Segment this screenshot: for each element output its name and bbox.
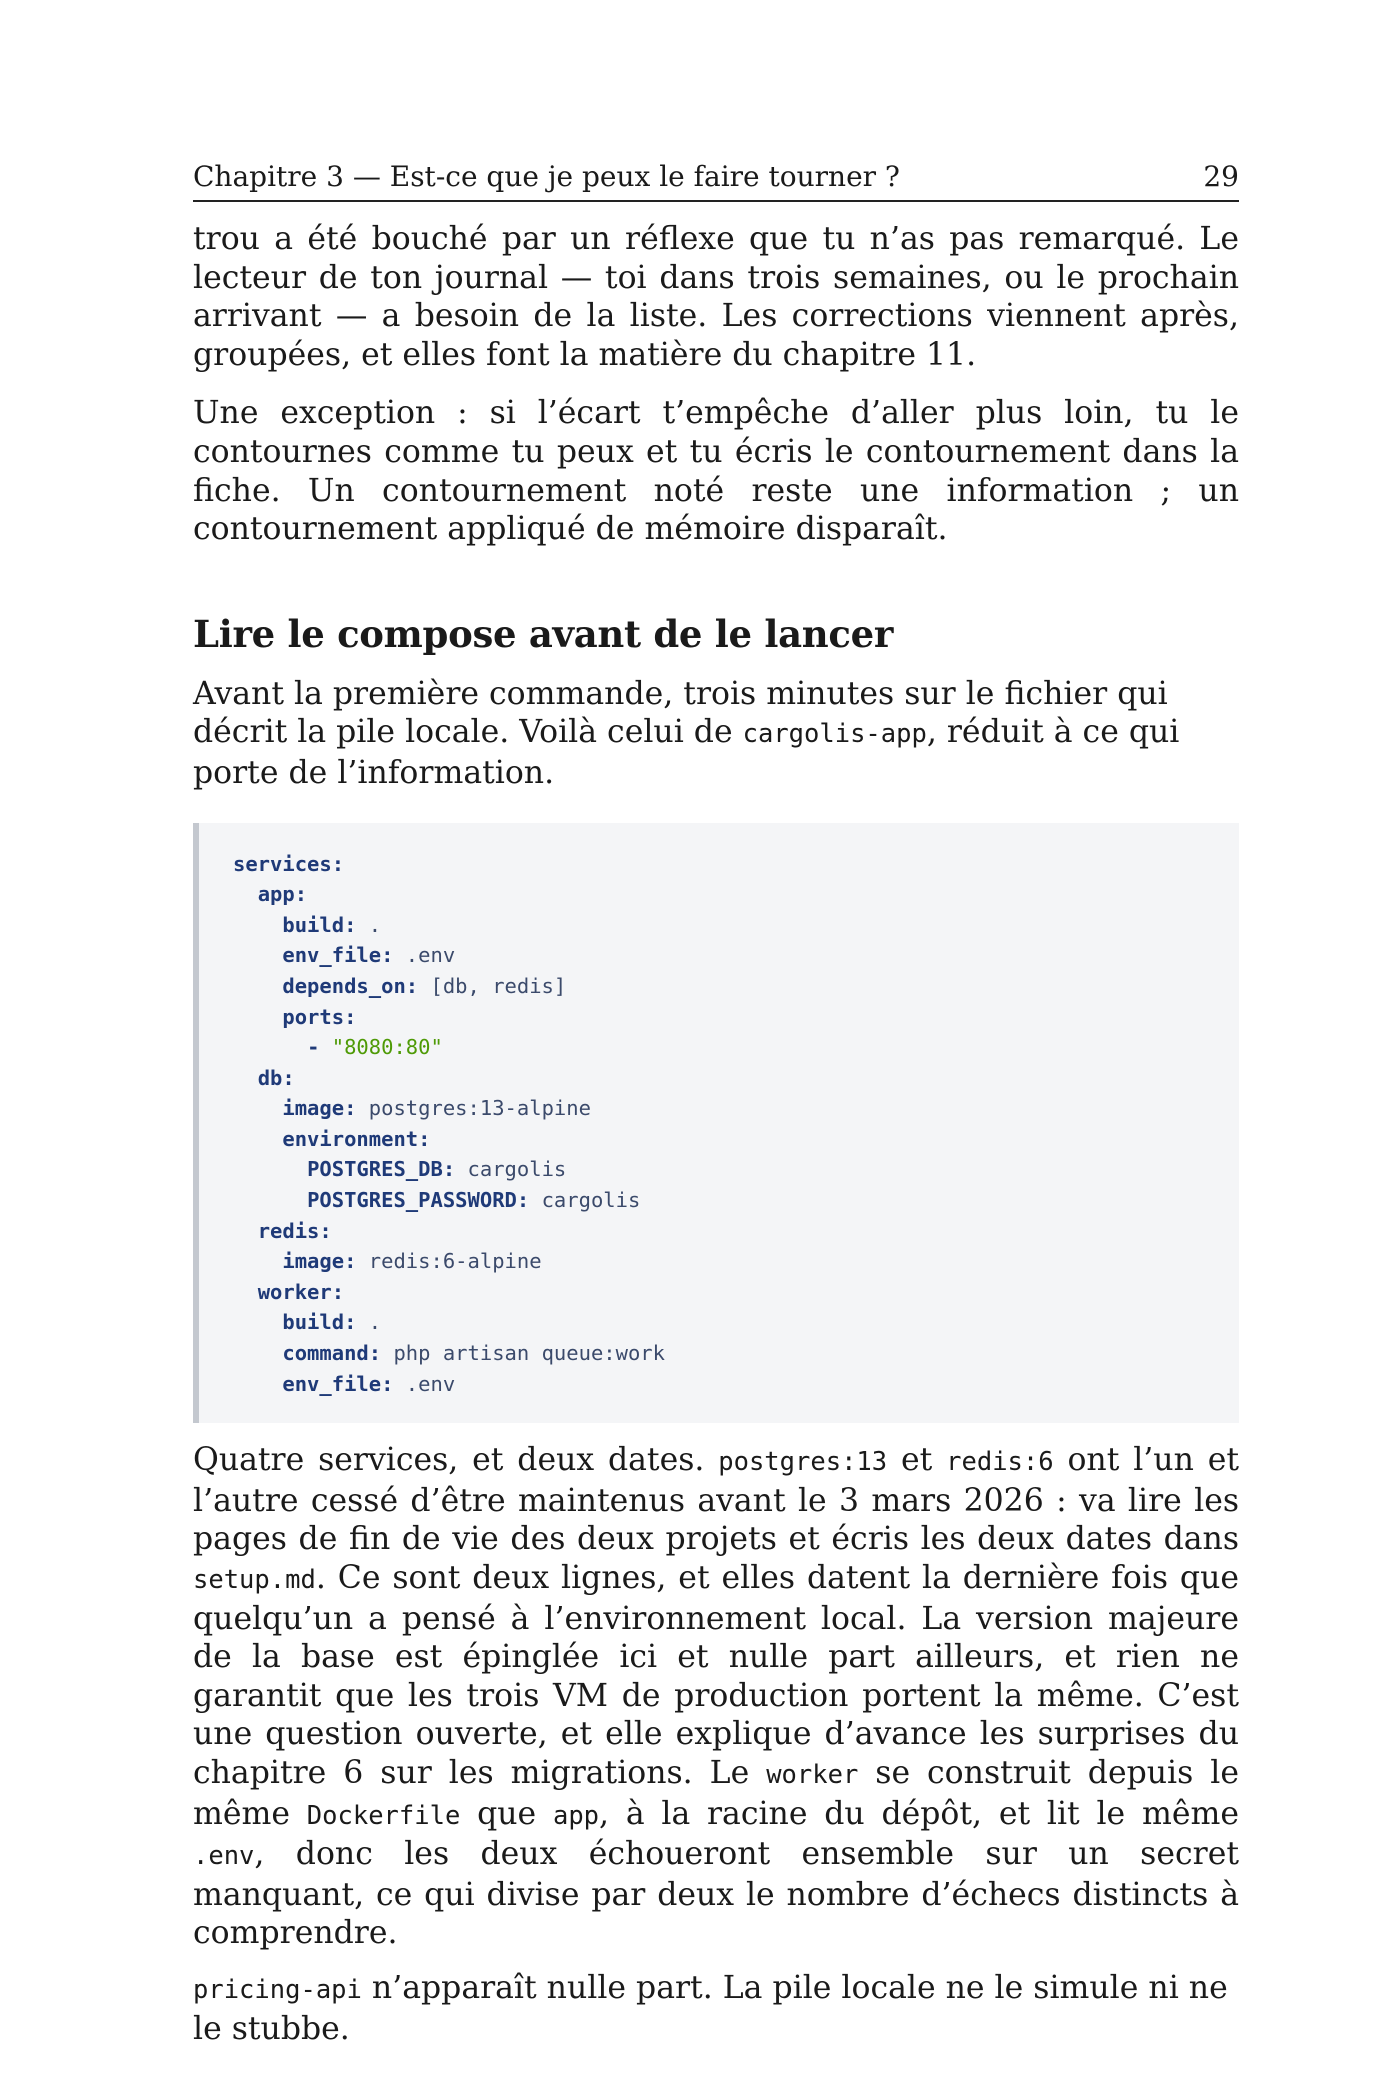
inline-code-postgres: postgres:13 [718,1447,888,1478]
code-indent [233,1341,282,1365]
code-indent [233,943,282,967]
code-key: redis: [257,1218,332,1243]
code-indent [233,974,282,998]
code-key: - [307,1035,332,1060]
code-indent [233,1219,258,1243]
inline-code-pricing-api: pricing-api [193,1974,362,2005]
code-indent [233,1035,307,1059]
code-indent [233,1127,282,1151]
inline-code-cargolis-app: cargolis-app [742,719,927,750]
code-line [233,1032,1239,1063]
paragraph-4-text: que [460,1795,553,1832]
paragraph-4-text: ont l’un et l’autre cessé d’être maintenus avant le 3 mars 2026 : va lire les pages de fin de vie des deux projets et écris les deux dates dans [193,1442,1240,1558]
code-string: "8080:80" [331,1035,443,1060]
inline-code-env: .env [193,1841,255,1872]
inline-code-dockerfile: Dockerfile [306,1800,461,1831]
code-value: .env [393,1371,456,1396]
chapter-title: Chapitre 3 — Est-ce que je peux le faire tourner ? [193,160,900,193]
inline-code-app: app [552,1800,600,1831]
inline-code-setup-md: setup.md [193,1565,316,1595]
code-line [233,1369,1239,1400]
code-indent [233,1188,307,1212]
code-indent [233,1280,258,1304]
code-indent [233,882,258,906]
code-value: [db, redis] [418,973,567,998]
code-key: POSTGRES_DB: [307,1157,456,1182]
code-indent [233,1310,282,1334]
paragraph-5-text: n’apparaît nulle part. La pile locale ne le simule ni ne le stubbe. [193,1969,1228,2047]
paragraph-4-text: Quatre services, et deux dates. [193,1442,719,1479]
code-line [233,1216,1239,1247]
paragraph-4-text: , à la racine du dépôt, et lit le même [599,1795,1239,1832]
code-key: depends_on: [282,973,419,998]
code-line [233,1277,1239,1308]
code-line [233,1338,1239,1369]
paragraph-4-text: . Ce sont deux lignes, et elles datent la dernière fois que quelqu’un a pensé à l’environnement local. La version majeure de la base est épinglée ici et nulle part ailleurs, et rien ne garantit que les trois VM de production portent la même. C’est une question ouverte, et elle explique d’avance les surprises du chapitre 6 sur les migrations. Le [193,1560,1239,1791]
document-page [193,160,1239,2048]
code-line [233,1185,1239,1216]
code-value: redis:6-alpine [356,1249,542,1274]
code-key: env_file: [282,1371,394,1396]
code-key: ports: [282,1004,357,1029]
code-line [233,910,1239,941]
code-value: .env [393,943,456,968]
inline-code-worker: worker [766,1759,859,1790]
code-line [233,1124,1239,1155]
code-value: php artisan queue:work [381,1341,665,1366]
code-key: image: [282,1249,357,1274]
code-line [233,879,1239,910]
code-key: command: [282,1341,382,1366]
code-key: services: [233,851,345,876]
code-value: cargolis [529,1188,641,1213]
section-heading: Lire le compose avant de le lancer [193,611,894,656]
inline-code-redis: redis:6 [946,1447,1054,1478]
code-key: env_file: [282,943,394,968]
paragraph-4-text: se construit depuis le même [193,1754,1239,1832]
code-indent [233,1005,282,1029]
code-indent [233,1066,258,1090]
code-key: image: [282,1096,357,1121]
code-line [233,1063,1239,1094]
code-line [233,1307,1239,1338]
code-indent [233,1157,307,1181]
code-indent [233,913,282,937]
code-indent [233,1096,282,1120]
paragraph-3 [193,675,1239,793]
code-key: worker: [257,1279,345,1304]
code-key: build: [282,1310,357,1335]
paragraph-5 [193,1969,1239,2048]
code-key: POSTGRES_PASSWORD: [307,1188,530,1213]
page-number: 29 [1203,160,1239,193]
code-value: cargolis [455,1157,567,1182]
code-value: . [356,912,382,937]
paragraph-2: Une exception : si l’écart t’empêche d’aller plus loin, tu le contournes comme tu peux et tu écris le contournement dans la fiche. Un contournement noté reste une information ; un contournement appliqué de mémoire disparaît. [193,395,1239,548]
code-line [233,1246,1239,1277]
paragraph-4-text: , donc les deux échoueront ensemble sur un secret manquant, ce qui divise par deux le nombre d’échecs distincts à comprendre. [193,1836,1239,1952]
code-line [233,849,1239,880]
code-line [233,971,1239,1002]
paragraph-3-text-end: , réduit à ce qui porte de l’information. [193,714,1180,791]
code-indent [233,1249,282,1273]
code-value: postgres:13-alpine [356,1096,591,1121]
paragraph-1: trou a été bouché par un réflexe que tu n’as pas remarqué. Le lecteur de ton journal — toi dans trois semaines, ou le prochain arrivant — a besoin de la liste. Les corrections viennent après, groupées, et elles font la matière du chapitre 11. [193,221,1239,373]
paragraph-4-text: et [887,1442,947,1479]
code-line [233,1002,1239,1033]
paragraph-4 [193,1441,1239,1953]
running-header [193,160,1239,202]
code-value: . [356,1310,382,1335]
code-key: app: [257,882,308,907]
code-key: db: [257,1065,295,1090]
code-key: build: [282,912,357,937]
code-line [233,1154,1239,1185]
code-indent [233,1372,282,1396]
code-line [233,1093,1239,1124]
code-key: environment: [282,1126,431,1151]
paragraph-3-text-start: Avant la première commande, trois minutes sur le fichier qui décrit la pile locale. Voilà celui de [193,675,1168,751]
code-line [233,940,1239,971]
compose-code-block [193,823,1239,1424]
